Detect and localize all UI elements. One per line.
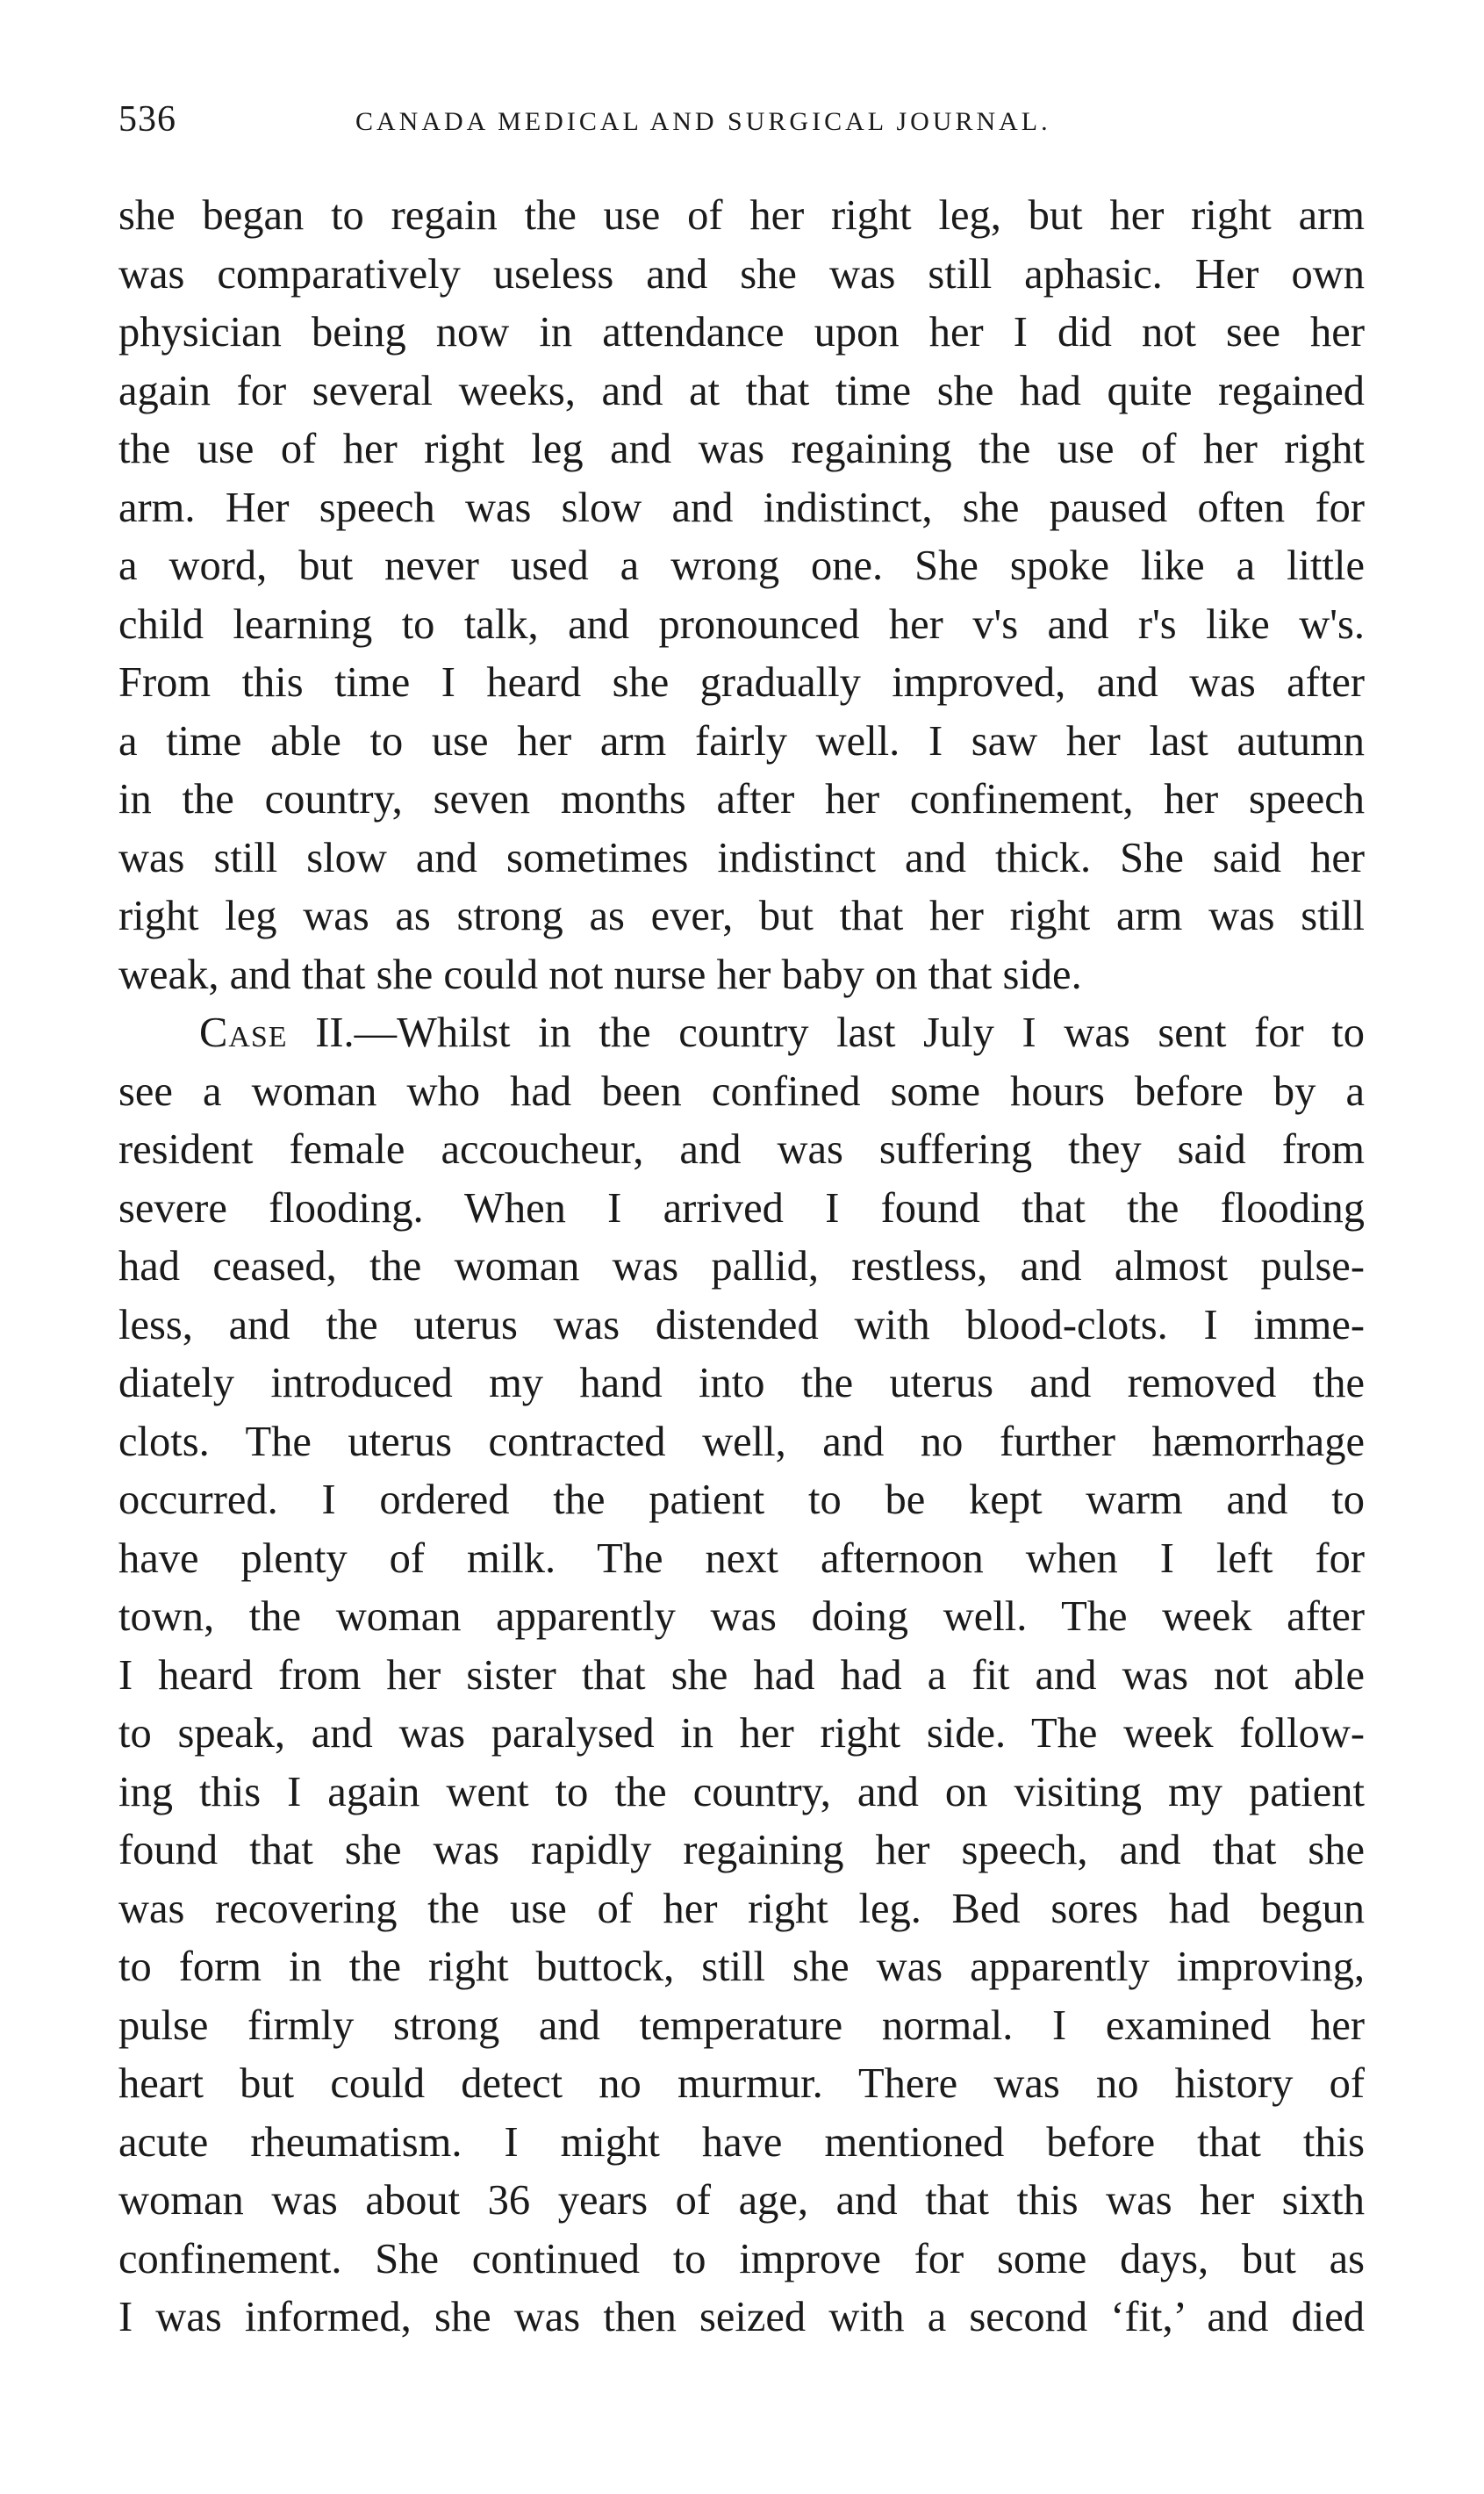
text-line: physician being now in attendance upon her I did not see her [118, 309, 1365, 356]
page-number: 536 [118, 99, 176, 140]
text-line: clots. The uterus contracted well, and no further hæmorrhage [118, 1418, 1365, 1465]
text-line: occurred. I ordered the patient to be kept warm and to [118, 1477, 1365, 1523]
text-line: found that she was rapidly regaining her speech, and that she [118, 1827, 1365, 1873]
text-line: From this time I heard she gradually improved, and was after [118, 659, 1365, 706]
text-line: have plenty of milk. The next afternoon when I left for [118, 1534, 1365, 1582]
text-line: heart but could detect no murmur. There was no history of [118, 2060, 1365, 2107]
case-label: Case [199, 1010, 288, 1056]
text-line: again for several weeks, and at that time she had quite regained [118, 367, 1365, 414]
text-line: was recovering the use of her right leg. Bed sores had begun [118, 1885, 1365, 1932]
text-line: child learning to talk, and pronounced her v's and r's like w's. [118, 600, 1365, 648]
text-line: less, and the uterus was distended with blood-clots. I imme- [118, 1301, 1365, 1348]
text-line: arm. Her speech was slow and indistinct, she paused often for [118, 484, 1365, 531]
text-line: I heard from her sister that she had had a fit and was not able [118, 1651, 1365, 1699]
text-line: a word, but never used a wrong one. She spoke like a little [118, 543, 1365, 589]
text-line: severe flooding. When I arrived I found that the flooding [118, 1184, 1365, 1232]
text-line: pulse firmly strong and temperature normal. I examined her [118, 2002, 1365, 2049]
paragraph-end-line: weak, and that she could not nurse her baby on that side. [118, 951, 1082, 998]
journal-title: CANADA MEDICAL AND SURGICAL JOURNAL. [355, 107, 1051, 136]
text-line: acute rheumatism. I might have mentioned before that this [118, 2118, 1365, 2166]
text-line: resident female accoucheur, and was suffering they said from [118, 1126, 1365, 1173]
case-intro-text: II.—Whilst in the country last July I was sent for to [287, 1010, 1365, 1056]
text-line: woman was about 36 years of age, and that this was her sixth [118, 2177, 1365, 2224]
text-line: town, the woman apparently was doing well. The week after [118, 1593, 1365, 1640]
text-line: was comparatively useless and she was still aphasic. Her own [118, 250, 1365, 298]
text-line: diately introduced my hand into the uterus and removed the [118, 1360, 1365, 1406]
text-line: right leg was as strong as ever, but that her right arm was still [118, 893, 1365, 939]
case-heading-line [118, 1004, 1365, 1063]
text-line: I was informed, she was then seized with a second ‘fit,’ and died [118, 2294, 1365, 2340]
text-line: in the country, seven months after her confinement, her speech [118, 776, 1365, 823]
text-line: confinement. She continued to improve for some days, but as [118, 2235, 1365, 2282]
text-line: a time able to use her arm fairly well. I saw her last autumn [118, 717, 1365, 765]
text-line: to speak, and was paralysed in her right side. The week follow- [118, 1710, 1365, 1757]
running-head [118, 98, 1365, 151]
text-line: she began to regain the use of her right leg, but her right arm [118, 192, 1365, 239]
text-line: the use of her right leg and was regaining the use of her right [118, 426, 1365, 472]
text-line: was still slow and sometimes indistinct and thick. She said her [118, 834, 1365, 881]
text-line: see a woman who had been confined some hours before by a [118, 1067, 1365, 1115]
text-line: had ceased, the woman was pallid, restless, and almost pulse- [118, 1243, 1365, 1290]
article-body [118, 187, 1365, 2347]
text-line: ing this I again went to the country, and on visiting my patient [118, 1768, 1365, 1815]
text-line: to form in the right buttock, still she was apparently improving, [118, 1944, 1365, 1990]
